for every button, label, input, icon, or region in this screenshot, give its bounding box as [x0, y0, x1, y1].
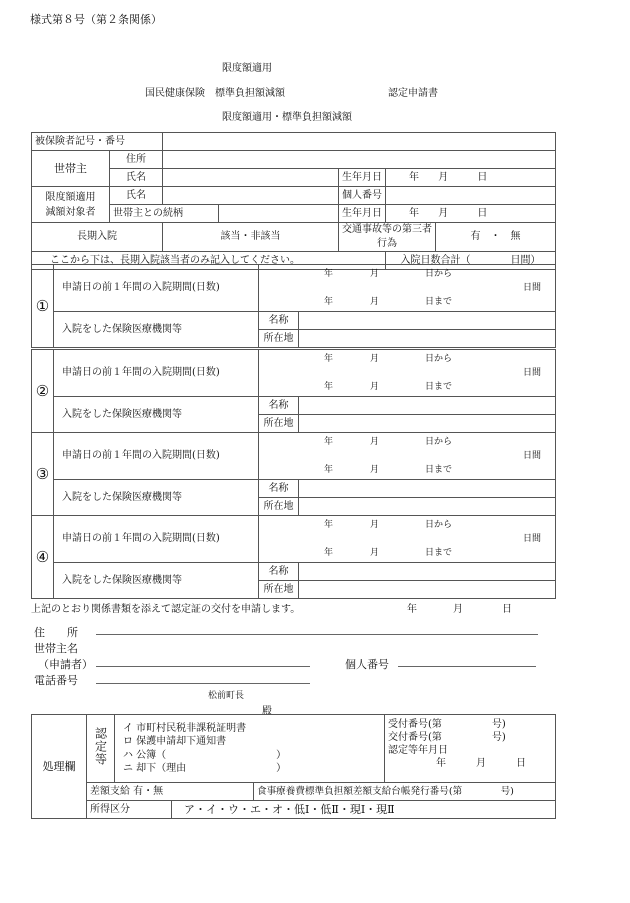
- target-birthdate-field[interactable]: 年 月 日: [386, 205, 556, 223]
- cert-items: [115, 715, 385, 783]
- cert-date-label: 認定等年月日: [388, 745, 449, 756]
- receipt-info: [385, 715, 556, 783]
- period-label: 申請日の前１年間の入院期間(日数): [54, 350, 259, 397]
- institution-name-label: 名称: [259, 312, 299, 330]
- income-values[interactable]: ア・イ・ウ・エ・オ・低Ⅰ・低Ⅱ・現Ⅰ・現Ⅱ: [172, 801, 556, 819]
- head-name-label: 氏名: [110, 169, 163, 187]
- target-name-label: 氏名: [110, 187, 163, 205]
- institution-name-label: 名称: [259, 397, 299, 415]
- institution-location-label: 所在地: [259, 330, 299, 348]
- institution-name-label: 名称: [259, 563, 299, 581]
- meal-cost-number[interactable]: 食事療養費標準負担額差額支給台帳発行番号(第 号): [254, 783, 556, 801]
- institution-name-field[interactable]: [299, 480, 556, 498]
- target-individual-number-field[interactable]: [386, 187, 556, 205]
- third-party-label: 交通事故等の第三者行為: [339, 223, 436, 252]
- institution-name-field[interactable]: [299, 312, 556, 330]
- applicant-address-line[interactable]: [96, 634, 538, 635]
- institution-label: 入院をした保険医療機関等: [54, 397, 259, 433]
- mayor-label: 松前町長: [208, 691, 245, 701]
- head-birthdate-label: 生年月日: [339, 169, 386, 187]
- period-field[interactable]: 年 月 日から 日間 年 月 日まで: [259, 265, 556, 312]
- applicant-head-label: 世帯主名: [34, 642, 78, 655]
- period-label: 申請日の前１年間の入院期間(日数): [54, 516, 259, 563]
- hospital-block-1: [31, 264, 556, 348]
- institution-location-field[interactable]: [299, 330, 556, 348]
- cert-item-3[interactable]: ハ 公簿（ ）: [123, 749, 287, 761]
- applicant-address-label: 住 所: [34, 626, 78, 639]
- form-number: 様式第８号（第２条関係）: [30, 13, 162, 26]
- cert-item-2[interactable]: ロ 保護申請却下通知書: [123, 736, 227, 747]
- institution-label: 入院をした保険医療機関等: [54, 312, 259, 348]
- third-party-choice[interactable]: 有 ・ 無: [436, 223, 556, 252]
- block-index: ④: [32, 516, 54, 599]
- insured-number-label: 被保険者記号・番号: [32, 133, 163, 151]
- applicant-phone-line[interactable]: [96, 683, 310, 684]
- period-field[interactable]: 年 月 日から 日間 年 月 日まで: [259, 516, 556, 563]
- relation-field[interactable]: [219, 205, 339, 223]
- applicant-name-line[interactable]: [96, 666, 310, 667]
- applicant-phone-label: 電話番号: [34, 674, 78, 687]
- head-address-field[interactable]: [163, 151, 556, 169]
- institution-name-field[interactable]: [299, 397, 556, 415]
- relation-label: 世帯主との続柄: [110, 205, 219, 223]
- target-name-field[interactable]: [163, 187, 339, 205]
- issue-number[interactable]: 交付番号(第 号): [388, 732, 506, 743]
- target-birthdate-label: 生年月日: [339, 205, 386, 223]
- block-index: ①: [32, 265, 54, 348]
- declaration-month: 月: [453, 604, 463, 615]
- head-address-label: 住所: [110, 151, 163, 169]
- cert-label-cell: [87, 715, 115, 783]
- processing-table: [31, 714, 556, 819]
- block-index: ③: [32, 433, 54, 516]
- insured-number-field[interactable]: [163, 133, 556, 151]
- hospital-block-2: [31, 349, 556, 433]
- period-label: 申請日の前１年間の入院期間(日数): [54, 433, 259, 480]
- institution-location-field[interactable]: [299, 581, 556, 599]
- target-individual-number-label: 個人番号: [339, 187, 386, 205]
- institution-name-label: 名称: [259, 480, 299, 498]
- declaration-text: 上記のとおり関係書類を添えて認定証の交付を申請します。: [31, 604, 301, 615]
- institution-location-label: 所在地: [259, 498, 299, 516]
- institution-label: 入院をした保険医療機関等: [54, 480, 259, 516]
- declaration-year: 年: [407, 604, 417, 615]
- applicant-individual-number-label: 個人番号: [345, 658, 389, 671]
- hospital-block-4: [31, 515, 556, 599]
- long-term-choice[interactable]: 該当・非該当: [163, 223, 339, 252]
- period-label: 申請日の前１年間の入院期間(日数): [54, 265, 259, 312]
- target-person-label: 限度額適用 減額対象者: [32, 187, 110, 223]
- honorific-label: 殿: [262, 706, 272, 717]
- title-line1: 限度額適用: [222, 63, 272, 74]
- period-field[interactable]: 年 月 日から 日間 年 月 日まで: [259, 433, 556, 480]
- head-name-field[interactable]: [163, 169, 339, 187]
- cert-date-value[interactable]: 年 月 日: [436, 758, 527, 769]
- block-index: ②: [32, 350, 54, 433]
- income-label: 所得区分: [87, 801, 172, 819]
- head-birthdate-field[interactable]: 年 月 日: [386, 169, 556, 187]
- institution-location-label: 所在地: [259, 415, 299, 433]
- processing-label: 処理欄: [32, 715, 87, 819]
- title-suffix: 認定申請書: [388, 88, 438, 99]
- declaration-day: 日: [502, 604, 512, 615]
- cert-item-1[interactable]: イ 市町村民税非課税証明書: [123, 722, 247, 734]
- applicant-paren-label: （申請者）: [38, 658, 93, 671]
- diff-payment[interactable]: 差額支給 有・無: [87, 783, 254, 801]
- institution-location-field[interactable]: [299, 498, 556, 516]
- hospital-block-3: [31, 432, 556, 516]
- instruction-note: ここから下は、長期入院該当者のみ記入してください。: [32, 252, 386, 270]
- applicant-individual-number-line[interactable]: [398, 666, 536, 667]
- applicant-table: [31, 132, 556, 270]
- title-prefix: 国民健康保険 標準負担額減額: [145, 88, 285, 99]
- institution-location-label: 所在地: [259, 581, 299, 599]
- cert-label: 認定等: [93, 726, 108, 766]
- receipt-number[interactable]: 受付番号(第 号): [388, 719, 506, 730]
- household-head-label: 世帯主: [32, 151, 110, 187]
- cert-item-4[interactable]: ニ 却下（理由 ）: [123, 763, 287, 774]
- long-term-label: 長期入院: [32, 223, 163, 252]
- period-field[interactable]: 年 月 日から 日間 年 月 日まで: [259, 350, 556, 397]
- institution-name-field[interactable]: [299, 563, 556, 581]
- institution-label: 入院をした保険医療機関等: [54, 563, 259, 599]
- institution-location-field[interactable]: [299, 415, 556, 433]
- total-days-field[interactable]: 入院日数合計（ 日間）: [386, 252, 556, 270]
- title-line3: 限度額適用・標準負担額減額: [222, 112, 352, 123]
